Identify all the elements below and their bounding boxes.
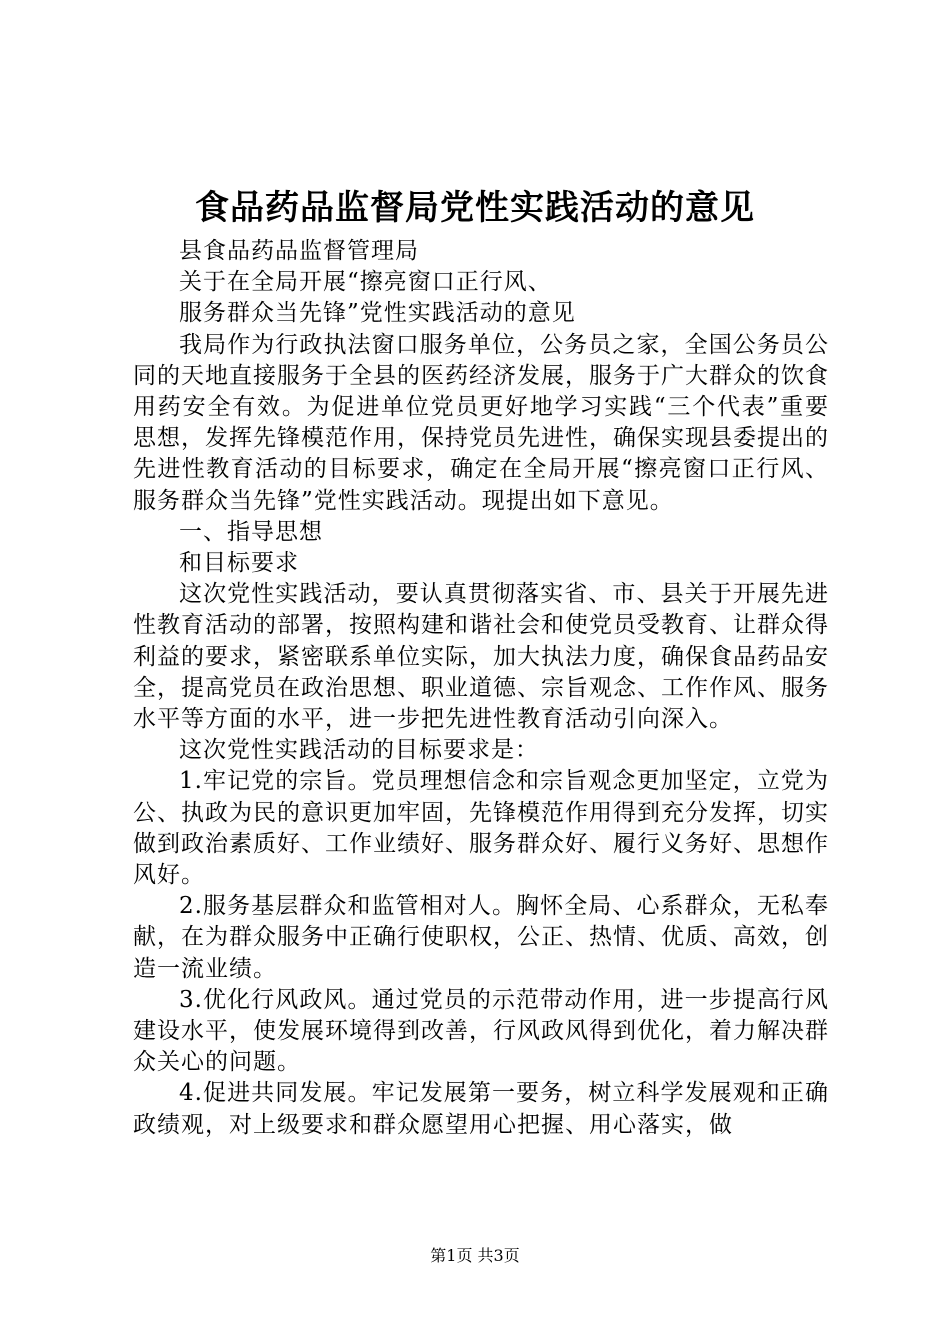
guiding-paragraph: 这次党性实践活动，要认真贯彻落实省、市、县关于开展先进性教育活动的部署，按照构建和谐社会和使党员受教育、让群众得利益的要求，紧密联系单位实际，加大执法力度，确保食品药品安全，提高党员在政治思想、职业道德、宗旨观念、工作作风、服务水平等方面的水平，进一步把先进性教育活动引向深入。	[133, 581, 829, 733]
section-heading-1: 一、指导思想	[179, 518, 323, 545]
subject-line-1: 关于在全局开展“擦亮窗口正行风、	[179, 269, 552, 296]
goals-intro: 这次党性实践活动的目标要求是：	[179, 737, 539, 764]
document-title: 食品药品监督局党性实践活动的意见	[195, 188, 755, 228]
intro-paragraph: 我局作为行政执法窗口服务单位，公务员之家，全国公务员公同的天地直接服务于全县的医药经济发展，服务于广大群众的饮食用药安全有效。为促进单位党员更好地学习实践“三个代表”重要思想，发挥先锋模范作用，保持党员先进性，确保实现县委提出的先进性教育活动的目标要求，确定在全局开展“擦亮窗口正行风、服务群众当先锋”党性实践活动。现提出如下意见。	[133, 331, 829, 514]
goal-item-4: 4.促进共同发展。牢记发展第一要务，树立科学发展观和正确政绩观，对上级要求和群众愿望用心把握、用心落实，做	[133, 1080, 829, 1138]
goal-item-1: 1.牢记党的宗旨。党员理想信念和宗旨观念更加坚定，立党为公、执政为民的意识更加牢固，先锋模范作用得到充分发挥，切实做到政治素质好、工作业绩好、服务群众好、履行义务好、思想作风好。	[133, 768, 829, 889]
issuer-line: 县食品药品监督管理局	[179, 238, 419, 264]
goal-item-2: 2.服务基层群众和监管相对人。胸怀全局、心系群众，无私奉献，在为群众服务中正确行使职权，公正、热情、优质、高效，创造一流业绩。	[133, 893, 829, 982]
goal-item-3: 3.优化行风政风。通过党员的示范带动作用，进一步提高行风建设水平，使发展环境得到改善，行风政风得到优化，着力解决群众关心的问题。	[133, 986, 829, 1076]
document-body	[133, 236, 829, 1141]
page-number: 第1页 共3页	[430, 1246, 520, 1265]
section-heading-1-cont: 和目标要求	[179, 550, 299, 577]
subject-line-2: 服务群众当先锋”党性实践活动的意见	[179, 300, 576, 327]
